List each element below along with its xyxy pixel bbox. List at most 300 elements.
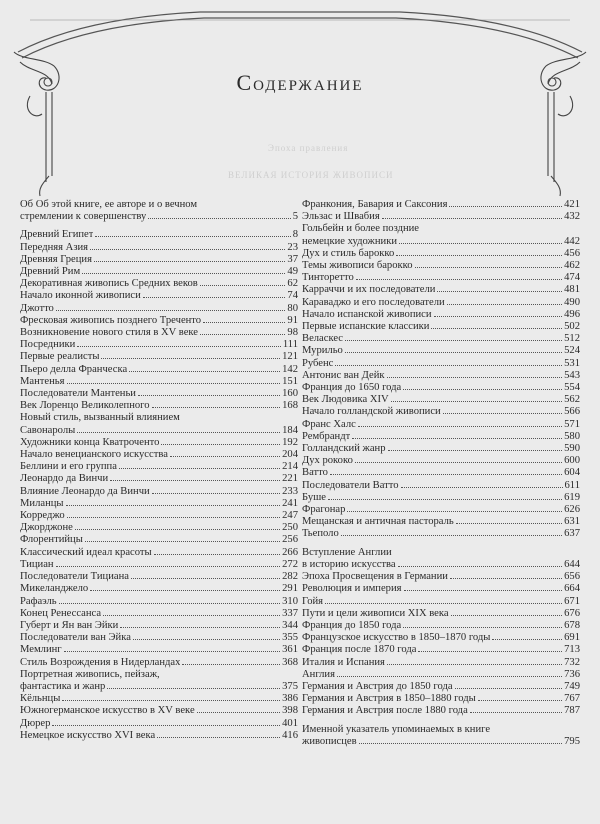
toc-entry[interactable] [20,303,298,315]
dot-leader [431,327,562,329]
toc-page-number: 416 [282,729,298,741]
bleed-through-text: ВЕЛИКАЯ ИСТОРИЯ ЖИВОПИСИ [228,170,394,180]
toc-page-number: 142 [282,363,298,375]
dot-leader [77,431,280,433]
toc-page-number: 456 [564,247,580,259]
toc-page-number: 160 [282,388,298,400]
toc-entry-title: Италия и Испания [302,656,385,668]
dot-leader [352,437,562,439]
toc-entry[interactable] [302,284,580,296]
toc-entry[interactable] [20,242,298,254]
dot-leader [56,565,281,567]
toc-entry[interactable] [20,449,298,461]
toc-entry[interactable] [302,596,580,608]
toc-entry-title: Художники конца Кватроченто [20,436,160,448]
dot-leader [359,742,562,744]
dot-leader [330,473,562,475]
toc-page-number: 749 [564,680,580,692]
toc-page-number: 355 [282,632,298,644]
toc-entry[interactable] [302,480,580,492]
dot-leader [401,486,563,488]
dot-leader [62,699,280,701]
toc-entry-title: Дюрер [20,717,51,729]
toc-entry-title: Ватто [302,467,328,479]
dot-leader [138,394,280,396]
toc-entry[interactable] [302,608,580,620]
dot-leader [101,357,280,359]
dot-leader [449,205,562,207]
toc-page-number: 401 [282,717,298,729]
toc-page-number: 571 [564,418,580,430]
dot-leader [182,663,280,665]
toc-entry-title: Последователи Мантеньи [20,388,136,400]
toc-entry-title: Франция до 1650 года [302,382,402,394]
toc-page-number: 221 [282,473,298,485]
dot-leader [161,443,280,445]
toc-entry-title: Немецкое искусство XVI века [20,729,156,741]
toc-entry-title: Франкония, Бавария и Саксония [302,199,448,210]
toc-entry[interactable] [20,364,298,376]
toc-entry-title: Новый стиль, вызванный влиянием [20,412,180,424]
toc-entry-title: Микеланджело [20,583,89,595]
dot-leader [341,534,562,536]
toc-page-number: 626 [564,504,580,516]
dot-leader [110,479,280,481]
toc-page-number: 241 [282,497,298,509]
toc-page-number: 266 [282,546,298,558]
toc-entry[interactable] [302,394,580,406]
toc-page-number: 233 [282,485,298,497]
dot-leader [170,455,280,457]
toc-page-number: 111 [282,339,298,351]
toc-entry-title: Фресковая живопись позднего Треченто [20,314,202,326]
toc-entry-title: Эльзас и Швабия [302,211,380,223]
toc-entry-title: Гольбейн и более поздние [302,223,420,235]
toc-page-number: 664 [564,583,580,595]
toc-entry-title: Тьеполо [302,528,339,540]
toc-entry[interactable] [302,657,580,669]
dot-leader [131,577,280,579]
toc-entry-title: Кёльнцы [20,693,61,705]
toc-page-number: 398 [282,705,298,717]
dot-leader [94,260,285,262]
toc-entry[interactable] [20,290,298,302]
toc-entry-title: Древняя Греция [20,253,92,265]
dot-leader [434,315,563,317]
dot-leader [396,254,562,256]
toc-entry[interactable] [302,705,580,717]
toc-entry[interactable] [20,461,298,473]
dot-leader [451,614,563,616]
toc-page-number: 619 [564,491,580,503]
toc-entry[interactable] [20,632,298,644]
toc-entry-title: Джорджоне [20,522,73,534]
dot-leader [403,388,562,390]
dot-leader [120,626,280,628]
dot-leader [197,711,280,713]
toc-entry[interactable] [20,657,298,669]
toc-entry-title: Веласкес [302,333,344,345]
toc-entry[interactable] [20,730,298,742]
toc-page-number: 490 [564,296,580,308]
toc-page-number: 496 [564,308,580,320]
dot-leader [59,602,280,604]
dot-leader [399,242,562,244]
toc-page-number: 5 [292,211,298,223]
toc-page-number: 247 [282,510,298,522]
toc-entry-title: Портретная живопись, пейзаж, [20,668,160,680]
dot-leader [387,663,562,665]
dot-leader [356,278,562,280]
toc-entry-title: Древний Рим [20,266,81,278]
toc-entry[interactable] [20,254,298,266]
toc-entry-title: Джотто [20,302,54,314]
toc-entry-title: Карраччи и их последователи [302,284,436,296]
toc-entry[interactable] [20,669,298,693]
toc-page-number: 676 [564,607,580,619]
dot-leader [447,303,562,305]
dot-leader [200,333,285,335]
dot-leader [203,321,285,323]
toc-entry-title: Мурильо [302,345,343,357]
toc-entry-title: Франция после 1870 года [302,644,417,656]
toc-entry-title: Вступление Англии [302,546,392,558]
dot-leader [328,498,562,500]
toc-page-number: 8 [292,229,298,241]
dot-leader [82,272,285,274]
toc-page-number: 386 [282,693,298,705]
toc-entry[interactable] [20,571,298,583]
toc-entry-title: Германия и Австрия в 1850–1880 годы [302,693,476,705]
dot-leader [107,687,280,689]
toc-page-number: 512 [564,333,580,345]
toc-entry-title: Миланцы [20,497,64,509]
toc-page-number: 204 [282,449,298,461]
toc-entry-title: Начало венецианского искусства [20,449,168,461]
dot-leader [337,675,562,677]
toc-page-number: 462 [564,260,580,272]
toc-entry[interactable] [20,510,298,522]
toc-entry-title: Последователи Тициана [20,571,129,583]
toc-page-number: 600 [564,455,580,467]
toc-entry[interactable] [302,681,580,693]
toc-left-column [20,199,298,742]
toc-entry[interactable] [302,528,580,540]
toc-page-number: 524 [564,345,580,357]
toc-entry[interactable] [302,547,580,571]
toc-entry[interactable] [302,455,580,467]
toc-entry[interactable] [20,376,298,388]
toc-entry[interactable] [20,522,298,534]
toc-entry[interactable] [302,321,580,333]
toc-entry[interactable] [302,632,580,644]
dot-leader [90,248,285,250]
dot-leader [148,217,290,219]
dot-leader [492,638,562,640]
dot-leader [119,467,280,469]
toc-entry[interactable] [20,388,298,400]
toc-entry-title: Влияние Леонардо да Винчи [20,485,150,497]
toc-entry-title: Антонис ван Дейк [302,369,385,381]
dot-leader [456,522,562,524]
toc-entry-title: стремлении к совершенству [20,211,147,223]
toc-entry-title: Тициан [20,558,54,570]
toc-entry[interactable] [20,437,298,449]
toc-entry-title: Беллини и его группа [20,461,117,473]
toc-page-number: 368 [282,656,298,668]
toc-page-number: 282 [282,571,298,583]
toc-entry-title: Мантенья [20,375,65,387]
toc-entry-title: Возникновение нового стиля в XV веке [20,327,198,339]
toc-entry[interactable] [20,644,298,656]
toc-entry-title: Древний Египет [20,229,94,241]
dot-leader [437,290,562,292]
toc-entry-title: Фрагонар [302,504,346,516]
toc-entry-title: живописцев [302,735,357,747]
toc-entry-title: Темы живописи барокко [302,260,413,272]
toc-entry[interactable] [20,412,298,436]
toc-page-number: 256 [282,534,298,546]
toc-entry-title: в историю искусства [302,558,396,570]
toc-page-number: 361 [282,644,298,656]
toc-entry[interactable] [20,473,298,485]
toc-entry-title: Германия и Австрия до 1850 года [302,680,453,692]
toc-page-number: 184 [282,424,298,436]
dot-leader [129,370,280,372]
toc-entry[interactable] [20,583,298,595]
toc-entry-title: Караваджо и его последователи [302,296,445,308]
toc-page-number: 554 [564,382,580,394]
dot-leader [443,412,562,414]
toc-entry[interactable] [20,327,298,339]
dot-leader [387,376,563,378]
toc-entry-title: Рафаэль [20,595,57,607]
toc-page-number: 344 [282,619,298,631]
toc-entry[interactable] [302,345,580,357]
toc-page-number: 98 [287,327,298,339]
toc-entry-title: Декоративная живопись Средних веков [20,278,198,290]
toc-entry-title: Об Об этой книге, ее авторе и о вечном [20,199,198,210]
toc-entry-title: Рубенс [302,357,334,369]
dot-leader [403,626,562,628]
dot-leader [335,364,562,366]
dot-leader [85,540,280,542]
toc-entry-title: Начало испанской живописи [302,308,432,320]
toc-page-number: 310 [282,595,298,607]
page-title: Содержание [236,70,364,95]
toc-right-column [302,199,580,748]
dot-leader [382,217,562,219]
toc-entry-title: Буше [302,491,326,503]
toc-page-number: 272 [282,558,298,570]
toc-entry[interactable] [302,724,580,748]
toc-entry[interactable] [302,272,580,284]
toc-entry[interactable] [302,406,580,418]
dot-leader [325,602,562,604]
dot-leader [478,699,562,701]
dot-leader [157,736,280,738]
toc-page-number: 442 [564,235,580,247]
toc-entry[interactable] [302,583,580,595]
toc-entry-title: Тинторетто [302,272,354,284]
toc-entry-title: Гойя [302,595,324,607]
toc-entry[interactable] [302,516,580,528]
toc-entry[interactable] [20,534,298,546]
toc-entry-title: Первые испанские классики [302,321,430,333]
toc-entry-title: Передняя Азия [20,241,89,253]
toc-entry-title: Губерт и Ян ван Эйки [20,619,119,631]
toc-page-number: 531 [564,357,580,369]
toc-entry[interactable] [20,596,298,608]
toc-entry[interactable] [20,620,298,632]
toc-entry-title: Начало голландской живописи [302,406,441,418]
toc-entry-title: Первые реалисты [20,351,100,363]
toc-page-number: 481 [564,284,580,296]
toc-entry[interactable] [302,333,580,345]
toc-entry[interactable] [20,547,298,559]
toc-page-number: 566 [564,406,580,418]
toc-page-number: 562 [564,394,580,406]
toc-page-number: 678 [564,619,580,631]
toc-page-number: 421 [564,199,580,210]
toc-entry[interactable] [20,199,298,223]
toc-entry[interactable] [302,309,580,321]
toc-entry[interactable] [302,248,580,260]
toc-page-number: 637 [564,528,580,540]
toc-entry-title: Именной указатель упоминаемых в книге [302,723,491,735]
toc-entry-title: Конец Ренессанса [20,607,102,619]
toc-entry[interactable] [302,620,580,632]
toc-entry[interactable] [20,498,298,510]
toc-entry[interactable] [302,644,580,656]
toc-entry[interactable] [20,315,298,327]
dot-leader [450,577,562,579]
dot-leader [345,339,562,341]
toc-entry[interactable] [302,370,580,382]
toc-entry[interactable] [302,358,580,370]
toc-entry[interactable] [20,339,298,351]
toc-entry-title: Последователи Ватто [302,479,399,491]
toc-entry-title: Дух рококо [302,455,353,467]
toc-entry-title: Южногерманское искусство в XV веке [20,705,195,717]
toc-page-number: 23 [287,241,298,253]
toc-entry[interactable] [20,705,298,717]
toc-entry-title: Голландский жанр [302,443,386,455]
toc-page-number: 121 [282,351,298,363]
toc-entry[interactable] [20,486,298,498]
toc-entry-title: Посредники [20,339,76,351]
toc-entry-title: Стиль Возрождения в Нидерландах [20,656,181,668]
toc-entry[interactable] [20,559,298,571]
toc-entry-title: Флорентийцы [20,534,83,546]
toc-page-number: 580 [564,430,580,442]
toc-entry[interactable] [302,492,580,504]
dot-leader [388,449,563,451]
toc-entry-title: Французское искусство в 1850–1870 годы [302,632,491,644]
toc-entry-title: немецкие художники [302,235,398,247]
dot-leader [67,516,280,518]
dot-leader [56,309,286,311]
toc-entry[interactable] [302,382,580,394]
toc-entry-title: фантастика и жанр [20,680,106,692]
dot-leader [64,650,280,652]
dot-leader [52,724,280,726]
toc-page-number: 543 [564,369,580,381]
dot-leader [75,528,280,530]
dot-leader [95,235,290,237]
toc-page-number: 474 [564,272,580,284]
bleed-through-text: Эпоха правления [268,143,349,153]
toc-page-number: 644 [564,558,580,570]
toc-entry-title: Пути и цели живописи XIX века [302,607,449,619]
toc-entry-title: Классический идеал красоты [20,546,152,558]
toc-page-number: 611 [564,479,580,491]
toc-page-number: 250 [282,522,298,534]
dot-leader [398,565,563,567]
toc-page-number: 604 [564,467,580,479]
toc-entry[interactable] [20,351,298,363]
toc-entry[interactable] [20,266,298,278]
toc-entry[interactable] [302,431,580,443]
toc-entry-title: Мемлинг [20,644,62,656]
toc-page-number: 732 [564,656,580,668]
toc-entry-title: Последователи ван Эйка [20,632,131,644]
dot-leader [455,687,563,689]
toc-entry-title: Век Людовика XIV [302,394,389,406]
toc-entry[interactable] [302,504,580,516]
toc-entry[interactable] [20,718,298,730]
toc-page-number: 432 [564,211,580,223]
toc-entry[interactable] [302,571,580,583]
toc-entry[interactable] [302,223,580,247]
toc-page-number: 49 [287,266,298,278]
toc-entry[interactable] [20,608,298,620]
toc-entry[interactable] [302,443,580,455]
toc-page-number: 713 [564,644,580,656]
toc-entry[interactable] [302,419,580,431]
toc-entry[interactable] [302,297,580,309]
toc-page-number: 656 [564,571,580,583]
toc-page-number: 375 [282,680,298,692]
toc-entry[interactable] [302,467,580,479]
toc-entry-title: Эпоха Просвещения в Германии [302,571,448,583]
toc-page-number: 291 [282,583,298,595]
toc-page-number: 691 [564,632,580,644]
toc-entry[interactable] [20,229,298,241]
toc-entry[interactable] [20,400,298,412]
dot-leader [415,266,563,268]
toc-entry[interactable] [20,278,298,290]
toc-page-number: 80 [287,302,298,314]
toc-entry-title: Пьеро делла Франческа [20,363,128,375]
toc-page-number: 192 [282,436,298,448]
toc-entry-title: Германия и Австрия после 1880 года [302,705,468,717]
toc-entry[interactable] [302,669,580,681]
dot-leader [418,650,562,652]
dot-leader [133,638,280,640]
toc-page-number: 168 [282,400,298,412]
toc-entry[interactable] [302,211,580,223]
dot-leader [152,492,280,494]
dot-leader [77,345,281,347]
toc-entry[interactable] [302,693,580,705]
toc-entry[interactable] [302,199,580,211]
dot-leader [90,589,280,591]
toc-page-number: 62 [287,278,298,290]
toc-entry[interactable] [302,260,580,272]
toc-entry[interactable] [20,693,298,705]
toc-page-number: 590 [564,443,580,455]
